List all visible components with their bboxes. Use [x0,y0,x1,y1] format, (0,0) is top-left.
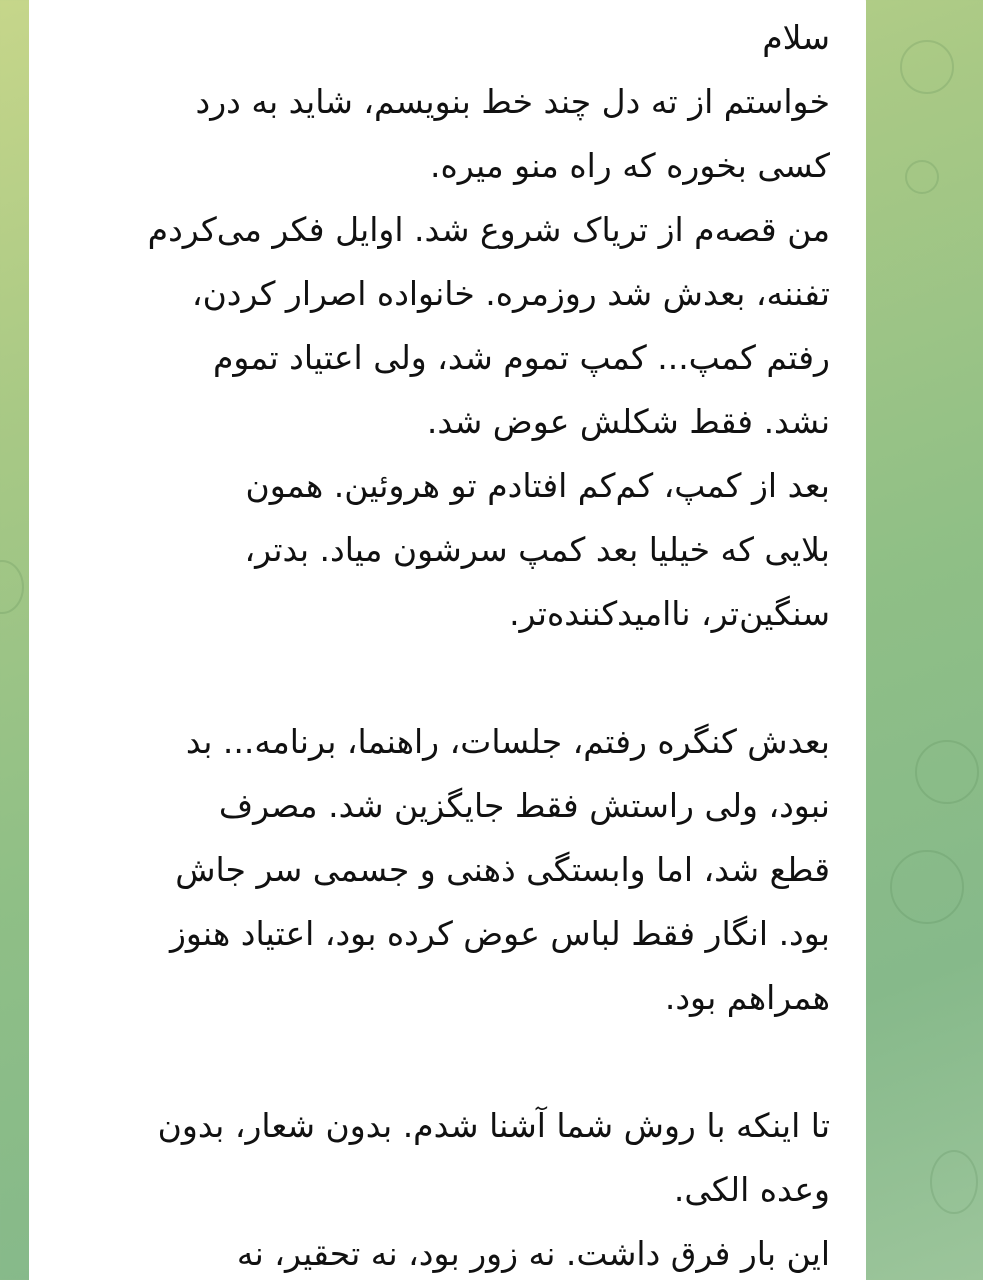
message-text [50,6,830,1280]
doodle-circle-icon [930,1150,978,1214]
message-bubble[interactable] [29,0,866,1280]
doodle-flower-icon [915,740,979,804]
message-line: من قصه‌م از تریاک شروع شد. اوایل فکر می‌کردم [147,210,830,249]
message-line: بود. انگار فقط لباس عوض کرده بود، اعتیاد هنوز [169,914,830,953]
paragraph-spacer [50,646,830,710]
message-line: قطع شد، اما وابستگی ذهنی و جسمی سر جاش [175,850,830,889]
message-line: تفننه، بعدش شد روزمره. خانواده اصرار کردن، [191,274,830,313]
message-line: نشد. فقط شکلش عوض شد. [426,402,830,441]
message-line: این بار فرق داشت. نه زور بود، نه تحقیر، نه [236,1234,830,1273]
message-line: خواستم از ته دل چند خط بنویسم، شاید به درد [195,82,830,121]
message-line: بعدش کنگره رفتم، جلسات، راهنما، برنامه... بد [185,722,830,761]
message-line: رفتم کمپ... کمپ تموم شد، ولی اعتیاد تموم [212,338,830,377]
message-line: بعد از کمپ، کم‌کم افتادم تو هروئین. همون [245,466,830,505]
doodle-circle-icon [905,160,939,194]
message-line: بلایی که خیلیا بعد کمپ سرشون میاد. بدتر، [244,530,830,569]
message-line: سنگین‌تر، ناامیدکننده‌تر. [509,594,830,633]
doodle-flower-icon [890,850,964,924]
message-line: وعده الکی. [673,1170,830,1209]
message-line: همراهم بود. [664,978,830,1017]
doodle-circle-icon [0,560,24,614]
message-line: کسی بخوره که راه منو میره. [430,146,830,185]
paragraph-spacer [50,1030,830,1094]
message-line: نبود، ولی راستش فقط جایگزین شد. مصرف [218,786,830,825]
message-line: تا اینکه با روش شما آشنا شدم. بدون شعار، بدون [157,1106,830,1145]
message-line: سلام [762,18,830,57]
doodle-circle-icon [900,40,954,94]
